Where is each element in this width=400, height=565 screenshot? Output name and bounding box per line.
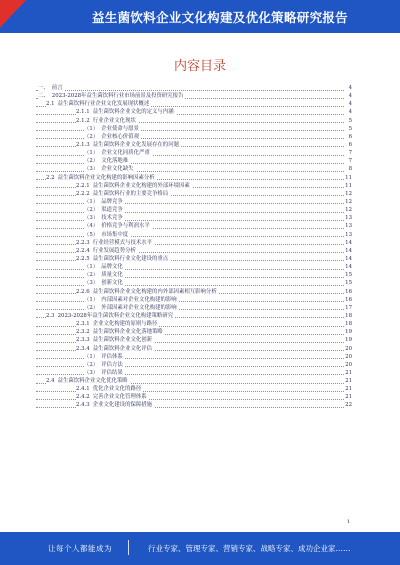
toc-entry-text: 企业文化同质化严重 [101,150,150,157]
toc-entry-number: 2.2.1 [76,182,90,189]
toc-entry[interactable] [36,174,352,182]
toc-entry-text: 渠道竞争 [101,207,123,214]
toc-entry-text: 价格竞争与利润水平 [101,223,150,230]
toc-entry-text: 益生菌饮料企业文化构建的内外部因素相互影响分析 [92,288,217,295]
header-banner [0,0,400,33]
toc-entry[interactable] [36,328,352,336]
toc-entry[interactable] [36,353,352,361]
toc-entry[interactable] [36,198,352,206]
toc-entry-text: 优化企业文化的路径 [92,386,142,393]
toc-entry-page: 13 [345,231,352,238]
toc-entry-label [84,198,125,206]
toc-entry-number: 2.1.3 [76,141,90,148]
toc-entry-text: 2023-2028年益生菌饮料行业市场前景及投资研究报告 [51,93,184,100]
toc-entry-text: 文化落地难 [101,158,129,165]
toc-entry-number: （2） [84,304,99,311]
toc-entry-number: （2） [84,133,99,140]
toc-entry-page: 20 [345,361,352,368]
toc-entry-number: （3） [84,215,99,222]
toc-entry-number: 2.4 [46,378,55,385]
toc-entry-label [76,239,154,247]
table-of-contents [36,84,352,410]
toc-entry-number: 2.4.2 [76,394,90,401]
toc-entry-page: 21 [345,378,352,385]
toc-entry-page: 20 [345,353,352,360]
toc-entry-page: 7 [348,150,352,157]
toc-entry[interactable] [36,157,352,165]
toc-entry-text: 企业文化缺失 [101,166,134,173]
toc-entry-number: 2.2.3 [76,239,90,246]
toc-entry-page: 16 [345,296,352,303]
toc-entry-label [76,141,181,149]
toc-entry-label [84,125,141,133]
page-number: 1 [346,519,350,525]
toc-entry[interactable] [36,247,352,255]
toc-leader-dots [36,374,344,375]
toc-leader-dots [36,301,344,302]
toc-entry-text: 前言 [51,85,63,91]
toc-entry-label [76,247,138,255]
toc-entry-text: 2023-2028年益生菌饮料企业文化构建策略研究 [57,312,174,319]
toc-entry[interactable] [36,100,352,108]
toc-entry[interactable] [36,271,352,279]
toc-entry-text: 益生菌饮料行业的主要竞争格局 [92,190,169,197]
toc-entry[interactable] [36,377,352,385]
toc-entry-page: 13 [345,223,352,230]
toc-entry-label [38,84,65,92]
toc-entry[interactable] [36,165,352,173]
toc-entry-number: 2.3.2 [76,329,90,336]
toc-entry[interactable] [36,401,352,409]
toc-entry-number: 2.2 [46,174,55,181]
toc-entry-label [46,100,151,108]
toc-entry-page: 18 [345,321,352,328]
toc-entry[interactable] [36,149,352,157]
toc-entry-number: 2.3.1 [76,321,90,328]
toc-entry-text: 益生菌饮料企业文化优化策略 [57,378,128,385]
toc-entry-page: 17 [345,304,352,311]
toc-entry-number: （3） [84,369,99,376]
toc-entry-text: 益生菌饮料企业文化构建的影响因素分析 [57,174,155,181]
toc-entry-text: 市场集中度 [101,231,129,238]
toc-entry-label [84,369,125,377]
footer-tagline: 行业专家、管理专家、营销专家、战略专家、成功企业家…… [148,544,351,553]
toc-entry-page: 19 [345,337,352,344]
toc-leader-dots [36,228,344,229]
toc-entry-label [76,320,159,328]
toc-entry[interactable] [36,288,352,296]
toc-leader-dots [36,203,344,204]
toc-entry-number: 2.2.4 [76,247,90,254]
toc-entry[interactable] [36,182,352,190]
toc-entry-number: （2） [84,158,99,165]
toc-entry-page: 20 [345,345,352,352]
toc-entry-text: 益生菌饮料行业企业文化发展现状概述 [57,101,150,108]
toc-entry[interactable] [36,108,352,116]
toc-entry-page: 19 [345,329,352,336]
toc-entry-label [84,214,125,222]
toc-entry-number: 2.1 [46,101,55,108]
toc-entry-number: 一、 [38,85,49,91]
toc-entry-page: 7 [348,158,352,165]
toc-leader-dots [36,138,344,139]
toc-entry-number: （1） [84,125,99,132]
toc-entry-page: 21 [345,386,352,393]
toc-entry-page: 14 [345,247,352,254]
footer-divider [128,540,129,555]
toc-entry-page: 4 [348,109,352,116]
toc-entry[interactable] [36,296,352,304]
toc-entry-label [84,271,125,279]
toc-entry-page: 21 [345,369,352,376]
toc-entry-label [76,328,165,336]
toc-entry-number: （1） [84,353,99,360]
toc-entry[interactable] [36,345,352,353]
toc-entry-page: 22 [345,402,352,409]
toc-entry-label [84,133,141,141]
toc-entry[interactable] [36,239,352,247]
toc-entry-label [76,190,170,198]
toc-entry-page: 14 [345,255,352,262]
toc-entry-number: 2.3.3 [76,337,90,344]
toc-entry[interactable] [36,117,352,125]
toc-entry-text: 益生菌饮料企业文化落地策略 [92,329,163,336]
toc-leader-dots [36,309,344,310]
toc-entry-number: （3） [84,280,99,287]
toc-leader-dots [36,130,344,131]
toc-entry-text: 完善企业文化管理体系 [92,394,147,401]
toc-entry[interactable] [36,312,352,320]
toc-leader-dots [36,358,344,359]
toc-entry-number: （1） [84,198,99,205]
toc-entry-label [84,353,125,361]
toc-entry-text: 益生菌饮料企业文化构建的外部环境因素 [92,182,190,189]
toc-entry-number: 2.1.1 [76,109,90,116]
toc-entry-page: 4 [348,85,352,91]
toc-entry-page: 11 [345,182,352,189]
toc-entry-label [76,336,154,344]
toc-entry[interactable] [36,369,352,377]
toc-entry-text: 行业企业文化现状 [92,117,136,124]
toc-entry[interactable] [36,304,352,312]
toc-entry[interactable] [36,92,352,100]
toc-entry-label [46,377,130,385]
toc-entry-label [46,174,157,182]
toc-entry-text: 外部因素对企业文化构建的影响 [101,304,177,311]
toc-entry-page: 18 [345,312,352,319]
toc-leader-dots [36,220,344,221]
toc-entry[interactable] [36,84,352,92]
toc-entry-label [46,312,175,320]
toc-leader-dots [36,163,344,164]
toc-entry-page: 14 [345,239,352,246]
toc-entry-label [38,92,185,100]
toc-entry-number: 2.2.5 [76,255,90,262]
toc-entry-text: 企业文化构建的原则与路径 [92,321,158,328]
toc-leader-dots [36,366,344,367]
toc-entry-text: 评估结果 [101,369,123,376]
toc-entry-label [84,361,125,369]
toc-entry-label [84,279,125,287]
toc-entry-page: 21 [345,394,352,401]
toc-entry-text: 品牌竞争 [101,198,123,205]
toc-entry-text: 品牌文化 [101,264,123,271]
toc-entry-label [84,296,179,304]
toc-entry-number: 2.2.2 [76,190,90,197]
toc-entry-label [76,117,138,125]
toc-entry-label [84,222,152,230]
toc-entry-number: （5） [84,231,99,238]
toc-entry-number: 2.3 [46,312,55,319]
toc-entry[interactable] [36,125,352,133]
toc-entry[interactable] [36,393,352,401]
toc-entry-text: 益生菌饮料企业文化创新 [92,337,153,344]
toc-entry-text: 评估方法 [101,361,123,368]
toc-entry-text: 益生菌饮料企业文化评估 [92,345,153,352]
toc-entry-text: 企业文化建设的保障措施 [92,402,153,409]
toc-entry[interactable] [36,231,352,239]
toc-leader-dots [36,212,344,213]
toc-leader-dots [36,90,344,91]
toc-entry-label [84,304,179,312]
toc-entry-text: 企业核心价值观 [101,133,139,140]
toc-entry[interactable] [36,190,352,198]
toc-entry-page: 8 [348,166,352,173]
toc-entry-number: （2） [84,361,99,368]
toc-entry-text: 企业使命与愿景 [101,125,139,132]
toc-entry[interactable] [36,320,352,328]
toc-entry-text: 益生菌饮料行业文化建设的重点 [92,255,169,262]
toc-entry[interactable] [36,361,352,369]
toc-entry[interactable] [36,133,352,141]
toc-entry-page: 12 [345,198,352,205]
toc-entry-label [84,149,152,157]
toc-entry[interactable] [36,263,352,271]
toc-entry-number: 二、 [38,93,49,100]
toc-entry[interactable] [36,206,352,214]
footer-banner [0,532,400,565]
toc-entry-page: 12 [345,207,352,214]
toc-entry-page: 5 [348,117,352,124]
toc-entry-label [84,263,125,271]
toc-entry-page: 16 [345,288,352,295]
toc-entry-page: 6 [348,141,352,148]
toc-entry-page: 5 [348,125,352,132]
toc-entry[interactable] [36,385,352,393]
toc-entry-label [84,231,130,239]
toc-entry-number: 2.1.2 [76,117,90,124]
toc-entry-label [76,401,154,409]
toc-entry-number: （2） [84,207,99,214]
toc-entry[interactable] [36,141,352,149]
footer-slogan: 让每个人都能成为 [48,544,112,553]
toc-entry-number: 2.4.3 [76,402,90,409]
toc-entry-page: 14 [345,264,352,271]
toc-entry-page: 13 [345,215,352,222]
toc-entry-page: 11 [345,174,352,181]
toc-entry-page: 15 [345,280,352,287]
toc-entry-label [84,157,130,165]
toc-entry-number: （3） [84,166,99,173]
toc-entry-page: 6 [348,133,352,140]
toc-entry-label [84,206,125,214]
toc-entry-number: （1） [84,150,99,157]
toc-entry-number: （4） [84,223,99,230]
toc-entry-text: 技术竞争 [101,215,123,222]
toc-entry[interactable] [36,222,352,230]
toc-leader-dots [36,236,344,237]
toc-entry-text: 行业发展趋势分析 [92,247,136,254]
toc-entry-number: （1） [84,264,99,271]
toc-entry-label [76,385,143,393]
toc-entry-label [76,393,149,401]
red-corner-decoration [0,0,28,33]
toc-entry-label [84,165,136,173]
toc-entry-number: 2.3.4 [76,345,90,352]
report-title: 益生菌饮料企业文化构建及优化策略研究报告 [91,10,348,25]
toc-leader-dots [36,171,344,172]
toc-entry-label [76,255,170,263]
toc-entry[interactable] [36,336,352,344]
toc-leader-dots [36,285,344,286]
toc-entry-text: 益生菌饮料企业文化发展存在的问题 [92,141,179,148]
toc-entry[interactable] [36,214,352,222]
toc-entry[interactable] [36,279,352,287]
toc-entry-number: （2） [84,272,99,279]
toc-entry-page: 4 [348,101,352,108]
toc-entry-label [76,108,176,116]
toc-title: 内容目录 [173,59,226,74]
toc-entry-label [76,345,154,353]
toc-entry-number: 2.2.6 [76,288,90,295]
toc-leader-dots [36,277,344,278]
toc-entry-text: 益生菌饮料企业文化的定义与内涵 [92,109,174,116]
toc-leader-dots [36,155,344,156]
toc-entry-number: 2.4.1 [76,386,90,393]
toc-entry-page: 15 [345,272,352,279]
toc-entry-text: 行业经营模式与技术水平 [92,239,153,246]
toc-entry-text: 创新文化 [101,280,123,287]
toc-entry-text: 质量文化 [101,272,123,279]
toc-entry-label [76,288,219,296]
toc-entry[interactable] [36,255,352,263]
toc-entry-page: 4 [348,93,352,100]
toc-leader-dots [36,269,344,270]
toc-entry-label [76,182,192,190]
toc-entry-text: 评估体系 [101,353,123,360]
toc-entry-number: （1） [84,296,99,303]
toc-entry-page: 12 [345,190,352,197]
toc-entry-text: 内部因素对企业文化构建的影响 [101,296,177,303]
